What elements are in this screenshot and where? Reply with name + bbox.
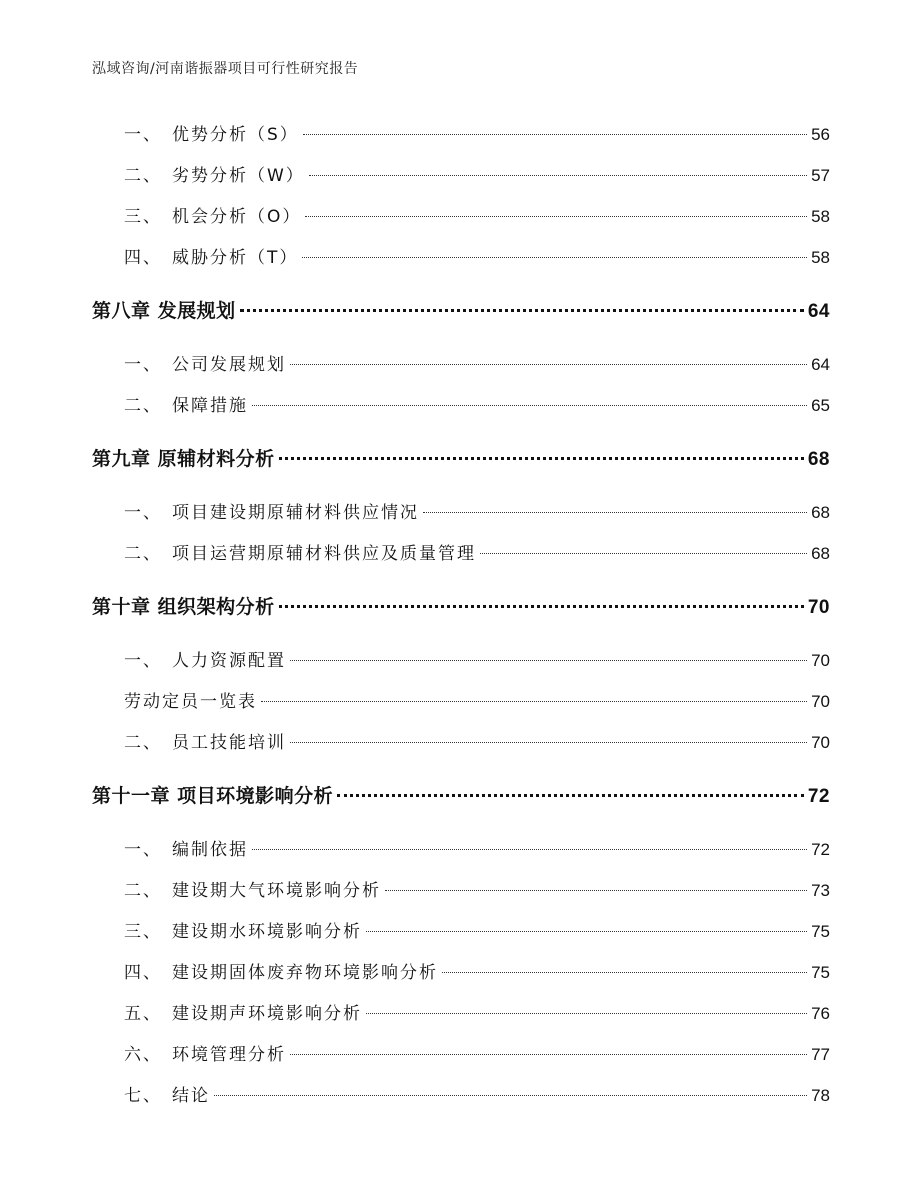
- toc-entry-title: [92, 493, 419, 534]
- dot-leader: [366, 1013, 807, 1014]
- toc-entry-title: [92, 386, 248, 427]
- toc-entry-number: 四、: [124, 248, 162, 268]
- toc-entry-number: 二、: [124, 881, 162, 901]
- toc-entry-title: [92, 871, 381, 912]
- toc-page-number: 57: [811, 166, 830, 185]
- toc-entry-title: [92, 115, 299, 156]
- toc-page-number: 73: [811, 881, 830, 900]
- dot-leader: [309, 175, 807, 176]
- toc-entry-text: 建设期声环境影响分析: [172, 1004, 362, 1024]
- toc-entry-text: 劳动定员一览表: [124, 692, 257, 712]
- toc-entry-title: [92, 345, 286, 386]
- toc-section-entry[interactable]: [92, 385, 830, 426]
- dot-leader: [214, 1095, 807, 1096]
- toc-section-entry[interactable]: [92, 344, 830, 385]
- toc-page-number: 72: [807, 786, 830, 807]
- toc-entry-number: 二、: [124, 544, 162, 564]
- toc-section-entry[interactable]: [92, 533, 830, 574]
- toc-section-entry[interactable]: [92, 993, 830, 1034]
- dot-leader: [423, 512, 807, 513]
- dot-leader: [279, 457, 804, 460]
- toc-entry-number: 一、: [124, 125, 162, 145]
- toc-entry-title: 第十一章 项目环境影响分析: [92, 785, 334, 807]
- toc-entry-title: [92, 534, 476, 575]
- toc-section-entry[interactable]: [92, 1034, 830, 1075]
- toc-entry-text: 项目建设期原辅材料供应情况: [172, 503, 419, 523]
- toc-section-entry[interactable]: [92, 155, 830, 196]
- toc-page-number: 68: [811, 544, 830, 563]
- toc-section-entry[interactable]: [92, 237, 830, 278]
- dot-leader: [290, 742, 807, 743]
- toc-entry-title: [92, 156, 305, 197]
- toc-entry-title: 第八章 发展规划: [92, 300, 236, 322]
- toc-entry-number: 七、: [124, 1086, 162, 1106]
- dot-leader: [279, 605, 804, 608]
- toc-chapter-entry[interactable]: [92, 426, 830, 492]
- toc-entry-number: 二、: [124, 733, 162, 753]
- toc-page-number: 68: [811, 503, 830, 522]
- toc-entry-text: 建设期水环境影响分析: [172, 922, 362, 942]
- toc-page-number: 58: [811, 207, 830, 226]
- toc-entry-number: 一、: [124, 355, 162, 375]
- toc-page-number: 70: [811, 733, 830, 752]
- dot-leader: [480, 553, 807, 554]
- toc-chapter-entry[interactable]: [92, 574, 830, 640]
- toc-section-entry[interactable]: [92, 1075, 830, 1116]
- toc-entry-number: 一、: [124, 503, 162, 523]
- toc-entry-title: [92, 1035, 286, 1076]
- toc-entry-text: 项目运营期原辅材料供应及质量管理: [172, 544, 476, 564]
- toc-entry-text: 公司发展规划: [172, 355, 286, 375]
- toc-entry-title: [92, 723, 286, 764]
- toc-entry-title: [92, 953, 438, 994]
- dot-leader: [305, 216, 807, 217]
- toc-section-entry[interactable]: [92, 829, 830, 870]
- toc-section-entry[interactable]: [92, 492, 830, 533]
- dot-leader: [252, 405, 807, 406]
- toc-section-entry[interactable]: [92, 952, 830, 993]
- toc-entry-number: 三、: [124, 207, 162, 227]
- toc-page-number: 72: [811, 840, 830, 859]
- toc-entry-text: 保障措施: [172, 396, 248, 416]
- toc-entry-title: [92, 1076, 210, 1117]
- toc-section-entry[interactable]: [92, 114, 830, 155]
- toc-entry-title: [92, 994, 362, 1035]
- toc-page-number: 64: [807, 301, 830, 322]
- toc-entry-text: 员工技能培训: [172, 733, 286, 753]
- toc-page-number: 77: [811, 1045, 830, 1064]
- toc-page-number: 68: [807, 449, 830, 470]
- dot-leader: [290, 364, 807, 365]
- toc-chapter-entry[interactable]: [92, 278, 830, 344]
- toc-entry-title: [92, 641, 286, 682]
- toc-section-entry[interactable]: [92, 870, 830, 911]
- running-header: 泓域咨询/河南谐振器项目可行性研究报告: [92, 61, 359, 77]
- toc-entry-number: 四、: [124, 963, 162, 983]
- toc-entry-text: 人力资源配置: [172, 651, 286, 671]
- dot-leader: [252, 849, 807, 850]
- toc-entry-text: 环境管理分析: [172, 1045, 286, 1065]
- toc-section-entry[interactable]: [92, 681, 830, 722]
- dot-leader: [303, 134, 807, 135]
- toc-page-number: 65: [811, 396, 830, 415]
- dot-leader: [290, 1054, 807, 1055]
- toc-entry-title: 第九章 原辅材料分析: [92, 448, 275, 470]
- table-of-contents: [92, 114, 830, 1116]
- toc-page-number: 64: [811, 355, 830, 374]
- dot-leader: [240, 309, 804, 312]
- dot-leader: [302, 257, 807, 258]
- toc-entry-number: 二、: [124, 396, 162, 416]
- toc-entry-title: [92, 682, 257, 723]
- toc-section-entry[interactable]: [92, 640, 830, 681]
- toc-entry-text: 建设期固体废弃物环境影响分析: [172, 963, 438, 983]
- dot-leader: [366, 931, 807, 932]
- toc-section-entry[interactable]: [92, 722, 830, 763]
- toc-page-number: 56: [811, 125, 830, 144]
- toc-page-number: 75: [811, 922, 830, 941]
- toc-page-number: 70: [811, 651, 830, 670]
- toc-entry-title: [92, 912, 362, 953]
- toc-page-number: 70: [811, 692, 830, 711]
- toc-entry-text: 编制依据: [172, 840, 248, 860]
- toc-section-entry[interactable]: [92, 196, 830, 237]
- toc-entry-title: [92, 830, 248, 871]
- dot-leader: [442, 972, 807, 973]
- toc-entry-number: 一、: [124, 840, 162, 860]
- toc-entry-text: 结论: [172, 1086, 210, 1106]
- toc-entry-number: 三、: [124, 922, 162, 942]
- toc-entry-title: [92, 238, 298, 279]
- toc-entry-text: 优势分析（S）: [172, 125, 299, 145]
- toc-chapter-entry[interactable]: [92, 763, 830, 829]
- toc-entry-number: 六、: [124, 1045, 162, 1065]
- toc-page-number: 76: [811, 1004, 830, 1023]
- dot-leader: [261, 701, 807, 702]
- toc-entry-title: 第十章 组织架构分析: [92, 596, 275, 618]
- toc-entry-text: 建设期大气环境影响分析: [172, 881, 381, 901]
- dot-leader: [337, 794, 804, 797]
- toc-page-number: 70: [807, 597, 830, 618]
- toc-section-entry[interactable]: [92, 911, 830, 952]
- toc-entry-text: 机会分析（O）: [172, 207, 302, 227]
- toc-entry-number: 二、: [124, 166, 162, 186]
- dot-leader: [290, 660, 807, 661]
- toc-entry-title: [92, 197, 301, 238]
- toc-page-number: 58: [811, 248, 830, 267]
- toc-page-number: 75: [811, 963, 830, 982]
- toc-page-number: 78: [811, 1086, 830, 1105]
- toc-entry-number: 五、: [124, 1004, 162, 1024]
- toc-entry-text: 威胁分析（T）: [172, 248, 299, 268]
- toc-entry-text: 劣势分析（W）: [172, 166, 305, 186]
- dot-leader: [385, 890, 807, 891]
- toc-entry-number: 一、: [124, 651, 162, 671]
